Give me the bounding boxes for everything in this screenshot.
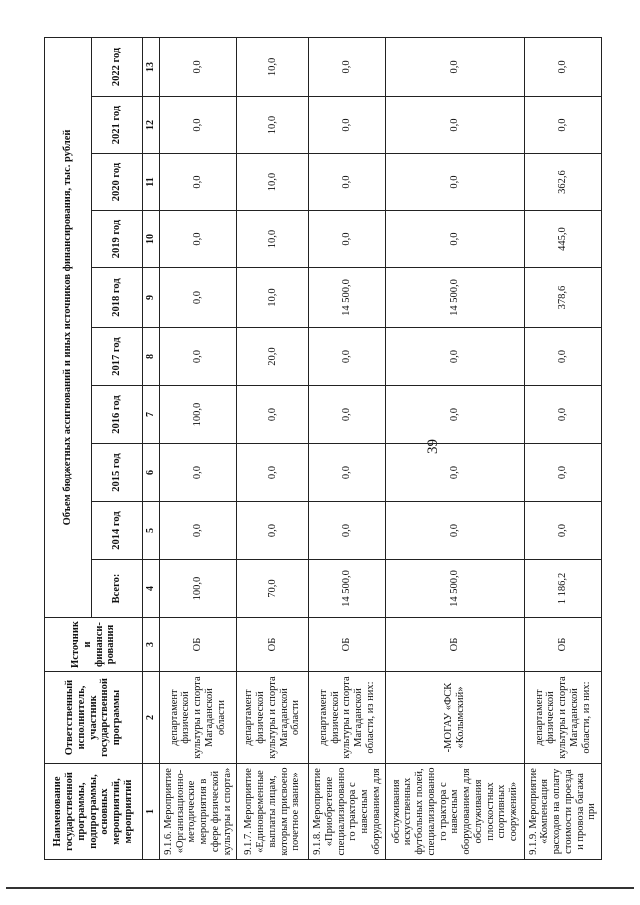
- row-value: 0,0: [309, 502, 386, 560]
- row-executor: департамент физической культуры и спорта Магаданской области: [160, 672, 237, 764]
- row-value: 0,0: [524, 444, 601, 502]
- row-value: 0,0: [309, 154, 386, 211]
- row-value: 445,0: [524, 211, 601, 268]
- row-value: 0,0: [309, 211, 386, 268]
- page-bottom-rule: [6, 887, 634, 889]
- row-value: 0,0: [160, 211, 237, 268]
- header-year-2020: 2020 год: [92, 154, 143, 211]
- row-value: 0,0: [237, 444, 309, 502]
- header-volume: Объем бюджетных ассигнований и иных источников финансирования, тыс. рублей: [45, 37, 92, 617]
- rotated-table-layer: [44, 38, 602, 860]
- row-value: 0,0: [160, 268, 237, 328]
- row-value: 0,0: [309, 97, 386, 154]
- row-total: 100,0: [160, 560, 237, 618]
- row-value: 10,0: [237, 97, 309, 154]
- row-source: ОБ: [160, 618, 237, 672]
- table-row: [237, 37, 309, 859]
- row-name: 9.1.7. Мероприятие «Единовременные выплаты лицам, которым присвоено почетное звание»: [237, 764, 309, 860]
- column-number: 5: [143, 502, 160, 560]
- row-value: 362,6: [524, 154, 601, 211]
- column-number: 9: [143, 268, 160, 328]
- row-value: 0,0: [160, 444, 237, 502]
- row-value: 0,0: [309, 37, 386, 96]
- row-value: 0,0: [160, 502, 237, 560]
- table-row: [386, 37, 525, 859]
- header-year-2017: 2017 год: [92, 328, 143, 386]
- column-number: 6: [143, 444, 160, 502]
- table-row: [309, 37, 386, 859]
- row-value: 0,0: [237, 502, 309, 560]
- row-value: 0,0: [160, 97, 237, 154]
- row-value: 0,0: [160, 154, 237, 211]
- row-executor: -МОГАУ «ФСК «Колымский»: [386, 672, 525, 764]
- row-value: 0,0: [524, 37, 601, 96]
- column-number: 2: [143, 672, 160, 764]
- header-executor: Ответственный исполнитель, участник государственной программы: [45, 672, 143, 764]
- row-value: 10,0: [237, 154, 309, 211]
- row-value: 0,0: [386, 37, 525, 96]
- row-executor: департамент физической культуры и спорта Магаданской области: [237, 672, 309, 764]
- row-value: 0,0: [524, 386, 601, 444]
- column-number: 12: [143, 97, 160, 154]
- header-year-2015: 2015 год: [92, 444, 143, 502]
- row-value: 0,0: [386, 154, 525, 211]
- header-year-2014: 2014 год: [92, 502, 143, 560]
- financing-table: [44, 37, 602, 860]
- header-year-2016: 2016 год: [92, 386, 143, 444]
- column-number: 13: [143, 37, 160, 96]
- header-year-2019: 2019 год: [92, 211, 143, 268]
- header-source: Источники финанси-рования: [45, 618, 143, 672]
- column-number: 4: [143, 560, 160, 618]
- column-number: 8: [143, 328, 160, 386]
- row-total: 14 500,0: [309, 560, 386, 618]
- row-value: 0,0: [160, 328, 237, 386]
- row-value: 378,6: [524, 268, 601, 328]
- row-value: 0,0: [309, 444, 386, 502]
- row-name: 9.1.8. Мероприятие «Приобретение специализированного трактора с навесным оборудованием для: [309, 764, 386, 860]
- header-year-2022: 2022 год: [92, 37, 143, 96]
- row-value: 0,0: [386, 328, 525, 386]
- row-name: 9.1.6. Мероприятие «Организационно-методические мероприятия в сфере физической культуры и спорта»: [160, 764, 237, 860]
- row-source: ОБ: [237, 618, 309, 672]
- row-value: 0,0: [160, 37, 237, 96]
- table-row: [160, 37, 237, 859]
- row-source: ОБ: [524, 618, 601, 672]
- row-value: 0,0: [309, 328, 386, 386]
- column-number: 1: [143, 764, 160, 860]
- row-value: 0,0: [237, 386, 309, 444]
- column-number: 11: [143, 154, 160, 211]
- row-value: 0,0: [386, 386, 525, 444]
- row-value: 0,0: [386, 97, 525, 154]
- row-value: 0,0: [524, 328, 601, 386]
- row-total: 1 186,2: [524, 560, 601, 618]
- financing-table-container: [44, 38, 602, 860]
- row-value: 10,0: [237, 37, 309, 96]
- row-value: 0,0: [386, 444, 525, 502]
- row-value: 14 500,0: [386, 268, 525, 328]
- header-name: Наименование государственной программы, подпрограммы, основных мероприятий, мероприятий: [45, 764, 143, 860]
- row-value: 20,0: [237, 328, 309, 386]
- row-name: 9.1.9. Мероприятие «Компенсация расходов на оплату стоимости проезда и провоза багажа при: [524, 764, 601, 860]
- row-source: ОБ: [309, 618, 386, 672]
- row-value: 0,0: [386, 502, 525, 560]
- row-value: 10,0: [237, 211, 309, 268]
- table-row: [524, 37, 601, 859]
- row-value: 0,0: [386, 211, 525, 268]
- row-total: 14 500,0: [386, 560, 525, 618]
- row-source: ОБ: [386, 618, 525, 672]
- row-name: обслуживания искусственных футбольных полей, специализированного трактора с навесным оборудованием для обслуживания плоскостных спортивных сооружений»: [386, 764, 525, 860]
- row-value: 0,0: [309, 386, 386, 444]
- row-value: 100,0: [160, 386, 237, 444]
- column-number: 10: [143, 211, 160, 268]
- row-executor: департамент физической культуры и спорта Магаданской области, из них:: [524, 672, 601, 764]
- row-value: 0,0: [524, 97, 601, 154]
- column-number: 7: [143, 386, 160, 444]
- row-value: 14 500,0: [309, 268, 386, 328]
- header-year-2018: 2018 год: [92, 268, 143, 328]
- row-value: 10,0: [237, 268, 309, 328]
- row-value: 0,0: [524, 502, 601, 560]
- row-total: 70,0: [237, 560, 309, 618]
- row-executor: департамент физической культуры и спорта Магаданской области, из них:: [309, 672, 386, 764]
- page-number: 39: [425, 439, 441, 454]
- header-total: Всего:: [92, 560, 143, 618]
- header-year-2021: 2021 год: [92, 97, 143, 154]
- column-number: 3: [143, 618, 160, 672]
